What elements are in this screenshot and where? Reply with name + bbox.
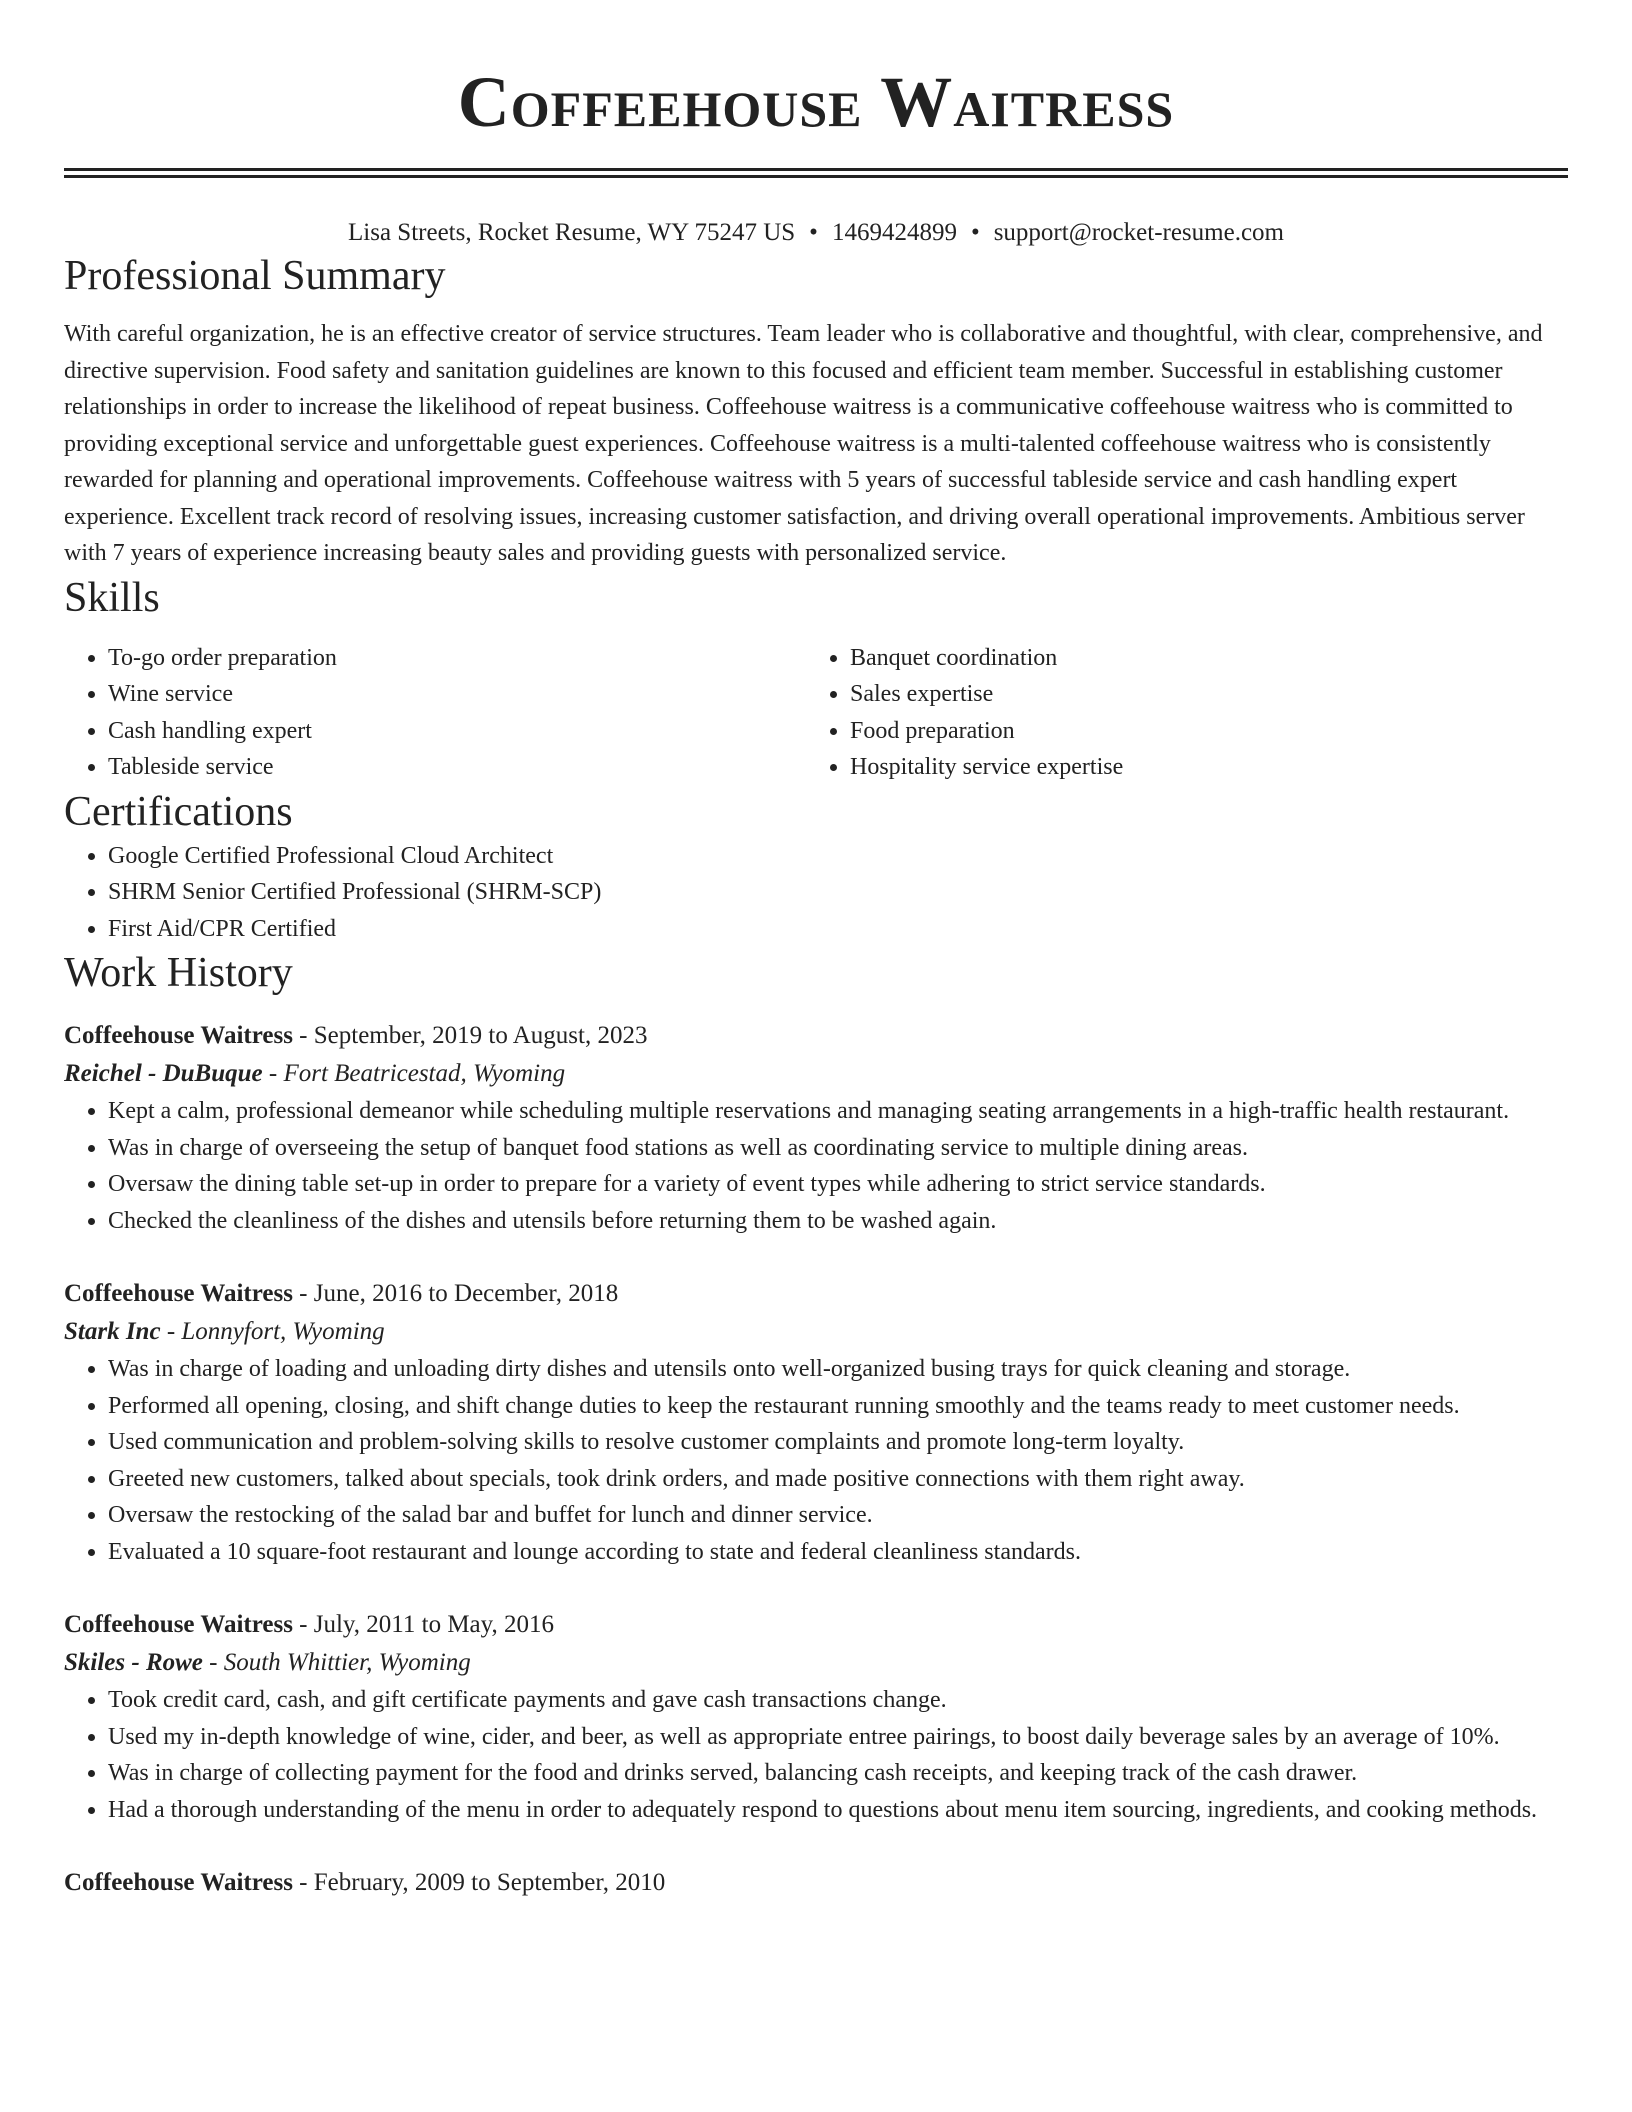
skills-heading: Skills — [64, 574, 160, 621]
title-double-rule — [64, 168, 1568, 178]
job-location: Lonnyfort, Wyoming — [181, 1318, 385, 1345]
job-title-line — [64, 1864, 1568, 1902]
job-duty: • Oversaw the dining table set-up in order to prepare for a variety of event types while adhering to strict service standards. — [108, 1166, 1568, 1203]
summary-text: With careful organization, he is an effective creator of service structures. Team leader who is collaborative and thoughtful, with clear, comprehensive, and directive supervision. Food safety and sanitation guidelines are known to this focused and efficient team member. Successful in establishing customer relationships in order to increase the likelihood of repeat business. Coffeehouse waitress is a communicative coffeehouse waitress who is committed to providing exceptional service and unforgettable guest experiences. Coffeehouse waitress is a multi-talented coffeehouse waitress who is consistently rewarded for planning and operational improvements. Coffeehouse waitress with 5 years of successful tableside service and cash handling expert experience. Excellent track record of resolving issues, increasing customer satisfaction, and driving overall operational improvements. Ambitious server with 7 years of experience increasing beauty sales and providing guests with personalized service. — [64, 321, 1543, 566]
contact-separator: • — [809, 219, 818, 246]
certifications-heading: Certifications — [64, 788, 293, 835]
contact-separator: • — [970, 219, 980, 246]
skill-item: • Banquet coordination — [850, 640, 1548, 677]
job-entry — [64, 1017, 1568, 1239]
contact-email: support@rocket-resume.com — [993, 219, 1284, 246]
skill-item: • Food preparation — [850, 713, 1548, 750]
skills-grid — [64, 640, 1568, 786]
job-duty: • Evaluated a 10 square-foot restaurant and lounge according to state and federal cleanliness standards. — [108, 1534, 1568, 1571]
job-duty: • Was in charge of loading and unloading dirty dishes and utensils onto well-organized busing trays for quick cleaning and storage. — [108, 1351, 1568, 1388]
job-company-line — [64, 1055, 1568, 1093]
skill-item: • Wine service — [108, 676, 806, 713]
job-location: Fort Beatricestad, Wyoming — [283, 1060, 566, 1087]
job-duty: • Was in charge of overseeing the setup of banquet food stations as well as coordinating service to multiple dining areas. — [108, 1130, 1568, 1167]
job-entry — [64, 1606, 1568, 1828]
job-duties-list — [64, 1093, 1568, 1239]
job-title: Coffeehouse Waitress — [64, 1611, 293, 1638]
skill-item: • Hospitality service expertise — [850, 749, 1548, 786]
job-duty: • Oversaw the restocking of the salad bar and buffet for lunch and dinner service. — [108, 1497, 1568, 1534]
job-dash: - — [202, 1649, 224, 1676]
job-title-line — [64, 1606, 1568, 1644]
resume-title: Coffeehouse Waitress — [457, 62, 1175, 142]
skills-right-list — [806, 640, 1548, 786]
skill-item: • Cash handling expert — [108, 713, 806, 750]
job-duty: • Greeted new customers, talked about specials, took drink orders, and made positive connections with them right away. — [108, 1461, 1568, 1498]
job-location: South Whittier, Wyoming — [223, 1649, 471, 1676]
job-dash: - — [292, 1280, 314, 1307]
job-company: Stark Inc — [64, 1318, 161, 1345]
certification-item: • First Aid/CPR Certified — [108, 911, 1568, 948]
job-dates: September, 2019 to August, 2023 — [313, 1022, 648, 1049]
job-duty: • Checked the cleanliness of the dishes and utensils before returning them to be washed again. — [108, 1203, 1568, 1240]
skill-item: • Tableside service — [108, 749, 806, 786]
certification-item: • SHRM Senior Certified Professional (SHRM-SCP) — [108, 874, 1568, 911]
job-duty: • Performed all opening, closing, and shift change duties to keep the restaurant running smoothly and the teams ready to meet customer needs. — [108, 1388, 1568, 1425]
summary-heading: Professional Summary — [64, 253, 446, 299]
job-duty: • Kept a calm, professional demeanor while scheduling multiple reservations and managing seating arrangements in a high-traffic health restaurant. — [108, 1093, 1568, 1130]
job-duty: • Was in charge of collecting payment for the food and drinks served, balancing cash receipts, and keeping track of the cash drawer. — [108, 1755, 1568, 1792]
skill-item: • To-go order preparation — [108, 640, 806, 677]
contact-line — [64, 216, 1568, 250]
job-title-line — [64, 1275, 1568, 1313]
certification-item: • Google Certified Professional Cloud Architect — [108, 838, 1568, 875]
job-company: Skiles - Rowe — [64, 1649, 203, 1676]
job-duties-list — [64, 1351, 1568, 1570]
job-company: Reichel - DuBuque — [64, 1060, 263, 1087]
job-dates: February, 2009 to September, 2010 — [313, 1869, 666, 1896]
job-duty: • Used my in-depth knowledge of wine, cider, and beer, as well as appropriate entree pairings, to boost daily beverage sales by an average of 10%. — [108, 1719, 1568, 1756]
job-title: Coffeehouse Waitress — [64, 1280, 293, 1307]
job-entry — [64, 1275, 1568, 1570]
work-history-heading: Work History — [64, 950, 293, 996]
job-company-line — [64, 1313, 1568, 1351]
job-title: Coffeehouse Waitress — [64, 1869, 293, 1896]
job-duties-list — [64, 1682, 1568, 1828]
job-dates: July, 2011 to May, 2016 — [313, 1611, 555, 1638]
job-dash: - — [262, 1060, 284, 1087]
job-duty: • Had a thorough understanding of the menu in order to adequately respond to questions about menu item sourcing, ingredients, and cooking methods. — [108, 1792, 1568, 1829]
contact-address: Lisa Streets, Rocket Resume, WY 75247 US — [348, 219, 796, 246]
job-duty: • Took credit card, cash, and gift certificate payments and gave cash transactions change. — [108, 1682, 1568, 1719]
skills-left-list — [64, 640, 806, 786]
contact-phone: 1469424899 — [831, 219, 957, 246]
job-dash: - — [292, 1869, 314, 1896]
certifications-list — [64, 838, 1568, 948]
job-dash: - — [292, 1022, 314, 1049]
job-dash: - — [292, 1611, 314, 1638]
job-title-line — [64, 1017, 1568, 1055]
job-dates: June, 2016 to December, 2018 — [313, 1280, 619, 1307]
job-duty: • Used communication and problem-solving skills to resolve customer complaints and promote long-term loyalty. — [108, 1424, 1568, 1461]
job-company-line — [64, 1644, 1568, 1682]
skill-item: • Sales expertise — [850, 676, 1548, 713]
job-title: Coffeehouse Waitress — [64, 1022, 293, 1049]
job-entry — [64, 1864, 1568, 1902]
job-dash: - — [160, 1318, 182, 1345]
